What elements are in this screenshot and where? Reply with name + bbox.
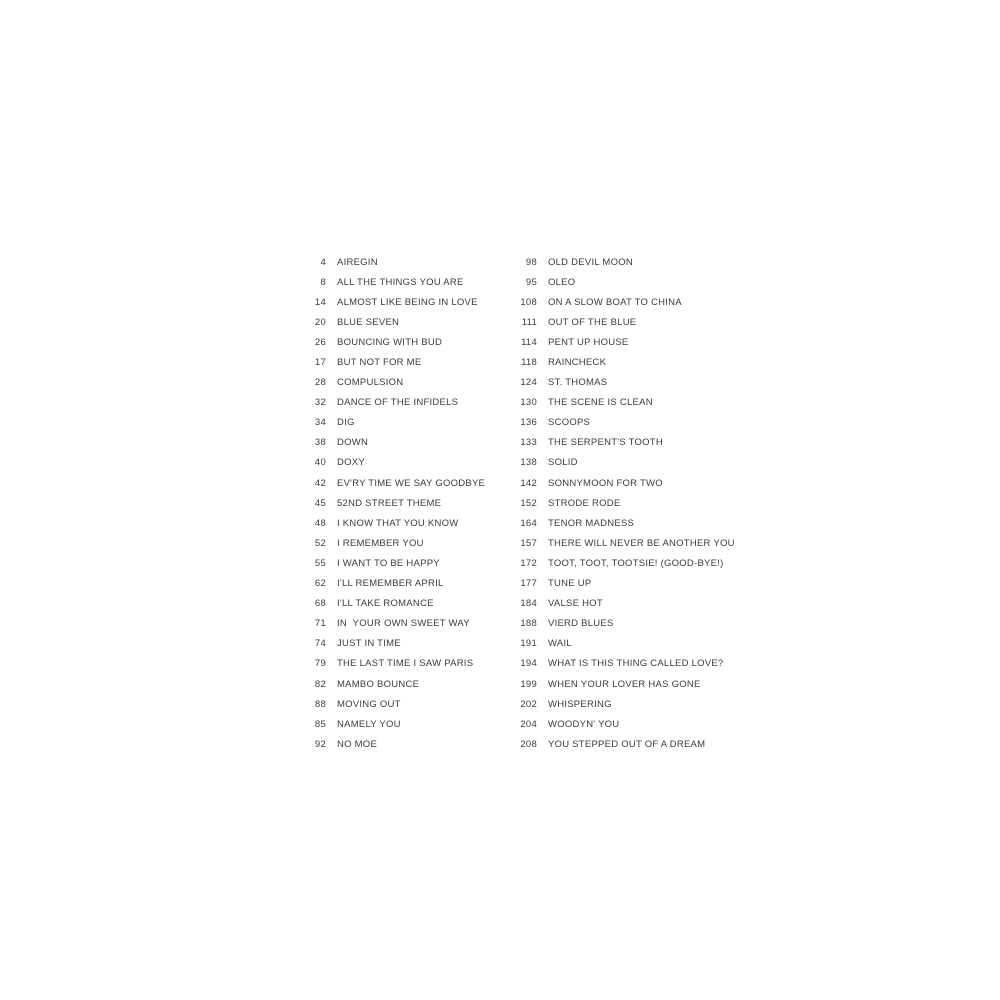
page-number: 164	[520, 517, 537, 529]
song-title: BLUE SEVEN	[337, 316, 400, 328]
song-title: EV'RY TIME WE SAY GOODBYE	[337, 477, 486, 489]
toc-row	[491, 634, 735, 654]
song-title: DOXY	[337, 457, 365, 469]
song-title: THE LAST TIME I SAW PARIS	[337, 658, 474, 670]
page-number: 108	[520, 296, 537, 308]
toc-row	[280, 332, 485, 352]
toc-row	[280, 292, 485, 312]
page-number: 42	[314, 477, 326, 489]
toc-row	[280, 513, 485, 533]
song-title: JUST IN TIME	[337, 638, 401, 650]
toc-row	[491, 493, 735, 513]
song-title: I KNOW THAT YOU KNOW	[337, 517, 459, 529]
song-title: BUT NOT FOR ME	[337, 357, 422, 369]
page-number: 157	[520, 537, 537, 549]
toc-row	[491, 594, 735, 614]
song-title: BOUNCING WITH BUD	[337, 336, 443, 348]
toc-row	[491, 393, 735, 413]
page-number: 14	[314, 296, 326, 308]
toc-row	[491, 352, 735, 372]
toc-row	[280, 694, 485, 714]
page-number: 194	[520, 658, 537, 670]
toc-row	[491, 553, 735, 573]
song-title: MAMBO BOUNCE	[337, 678, 420, 690]
page-number: 142	[520, 477, 537, 489]
toc-row	[280, 654, 485, 674]
song-title: RAINCHECK	[548, 357, 607, 369]
toc-row	[491, 252, 735, 272]
song-title: AIREGIN	[337, 256, 378, 268]
song-title: WHEN YOUR LOVER HAS GONE	[548, 678, 701, 690]
page-number: 40	[314, 457, 326, 469]
toc-row	[491, 373, 735, 393]
toc-row	[491, 734, 735, 754]
toc-row	[280, 312, 485, 332]
toc-row	[280, 272, 485, 292]
song-title: PENT UP HOUSE	[548, 336, 629, 348]
page-number: 199	[520, 678, 537, 690]
page-number: 208	[520, 738, 537, 750]
song-title: VALSE HOT	[548, 598, 603, 610]
toc-row	[491, 654, 735, 674]
toc-row	[491, 533, 735, 553]
song-title: I'LL REMEMBER APRIL	[337, 578, 444, 590]
song-title: WHAT IS THIS THING CALLED LOVE?	[548, 658, 724, 670]
page-number: 95	[525, 276, 537, 288]
song-title: I'LL TAKE ROMANCE	[337, 598, 434, 610]
toc-row	[280, 433, 485, 453]
page-number: 202	[520, 698, 537, 710]
song-title: 52ND STREET THEME	[337, 497, 442, 509]
toc-row	[491, 433, 735, 453]
song-title: COMPULSION	[337, 377, 404, 389]
page-number: 8	[320, 276, 326, 288]
toc-row	[280, 473, 485, 493]
toc-row	[491, 574, 735, 594]
page-number: 204	[520, 718, 537, 730]
song-title: THE SCENE IS CLEAN	[548, 397, 653, 409]
song-title: I WANT TO BE HAPPY	[337, 557, 440, 569]
song-title: SOLID	[548, 457, 578, 469]
toc-row	[491, 614, 735, 634]
toc-row	[280, 614, 485, 634]
toc-row	[280, 734, 485, 754]
toc-row	[491, 332, 735, 352]
toc-row	[280, 252, 485, 272]
toc-row	[491, 453, 735, 473]
toc-row	[280, 352, 485, 372]
song-title: OLD DEVIL MOON	[548, 256, 633, 268]
toc-row	[280, 674, 485, 694]
page-number: 74	[314, 638, 326, 650]
page-number: 98	[525, 256, 537, 268]
song-title: TOOT, TOOT, TOOTSIE! (GOOD-BYE!)	[548, 557, 724, 569]
index-column-left	[280, 252, 485, 754]
page-number: 32	[314, 397, 326, 409]
toc-row	[280, 714, 485, 734]
page-number: 28	[314, 377, 326, 389]
page-number: 172	[520, 557, 537, 569]
page-number: 79	[314, 658, 326, 670]
song-title: WOODYN' YOU	[548, 718, 620, 730]
page-number: 85	[314, 718, 326, 730]
page-number: 17	[314, 357, 326, 369]
toc-row	[280, 533, 485, 553]
song-title: VIERD BLUES	[548, 618, 614, 630]
song-title: STRODE RODE	[548, 497, 621, 509]
song-title: DIG	[337, 417, 355, 429]
index-column-right	[491, 252, 735, 754]
song-title: IN YOUR OWN SWEET WAY	[337, 618, 470, 630]
toc-row	[280, 553, 485, 573]
song-title: ON A SLOW BOAT TO CHINA	[548, 296, 682, 308]
page-number: 177	[520, 578, 537, 590]
song-title: THERE WILL NEVER BE ANOTHER YOU	[548, 537, 735, 549]
page-number: 124	[520, 377, 537, 389]
page-number: 92	[314, 738, 326, 750]
song-title: ALL THE THINGS YOU ARE	[337, 276, 464, 288]
song-title: THE SERPENT'S TOOTH	[548, 437, 663, 449]
song-title: I REMEMBER YOU	[337, 537, 424, 549]
toc-row	[491, 473, 735, 493]
toc-row	[280, 493, 485, 513]
song-title: OUT OF THE BLUE	[548, 316, 637, 328]
page-number: 45	[314, 497, 326, 509]
toc-row	[491, 272, 735, 292]
toc-row	[491, 292, 735, 312]
song-title: SCOOPS	[548, 417, 591, 429]
page-number: 88	[314, 698, 326, 710]
song-title: WAIL	[548, 638, 572, 650]
page-number: 138	[520, 457, 537, 469]
page-number: 55	[314, 557, 326, 569]
page-number: 68	[314, 598, 326, 610]
page-number: 34	[314, 417, 326, 429]
toc-row	[280, 574, 485, 594]
page-number: 188	[520, 618, 537, 630]
toc-row	[491, 513, 735, 533]
song-title: OLEO	[548, 276, 576, 288]
toc-row	[280, 594, 485, 614]
page-number: 26	[314, 336, 326, 348]
song-title: SONNYMOON FOR TWO	[548, 477, 663, 489]
song-title: MOVING OUT	[337, 698, 401, 710]
page-number: 111	[521, 316, 537, 328]
page-number: 191	[520, 638, 537, 650]
toc-row	[491, 714, 735, 734]
song-title: ST. THOMAS	[548, 377, 608, 389]
page-number: 184	[520, 598, 537, 610]
song-title: WHISPERING	[548, 698, 612, 710]
song-title: NAMELY YOU	[337, 718, 401, 730]
toc-row	[280, 393, 485, 413]
page-number: 118	[521, 357, 537, 369]
page-number: 20	[314, 316, 326, 328]
page-number: 4	[320, 256, 326, 268]
page-number: 114	[521, 336, 537, 348]
song-title: DANCE OF THE INFIDELS	[337, 397, 459, 409]
page-number: 152	[520, 497, 537, 509]
page-number: 130	[520, 397, 537, 409]
page-number: 62	[314, 578, 326, 590]
page-number: 71	[314, 618, 326, 630]
song-title: TENOR MADNESS	[548, 517, 635, 529]
toc-row	[280, 413, 485, 433]
page-number: 133	[520, 437, 537, 449]
page-number: 52	[314, 537, 326, 549]
toc-row	[280, 373, 485, 393]
toc-row	[280, 634, 485, 654]
song-title: NO MOE	[337, 738, 378, 750]
page-number: 82	[314, 678, 326, 690]
toc-row	[491, 413, 735, 433]
toc-row	[491, 694, 735, 714]
toc-row	[280, 453, 485, 473]
song-title: TUNE UP	[548, 578, 592, 590]
toc-row	[491, 312, 735, 332]
song-title: YOU STEPPED OUT OF A DREAM	[548, 738, 706, 750]
toc-row	[491, 674, 735, 694]
page-number: 48	[314, 517, 326, 529]
page-number: 38	[314, 437, 326, 449]
song-title: DOWN	[337, 437, 369, 449]
page-number: 136	[520, 417, 537, 429]
song-title: ALMOST LIKE BEING IN LOVE	[337, 296, 478, 308]
